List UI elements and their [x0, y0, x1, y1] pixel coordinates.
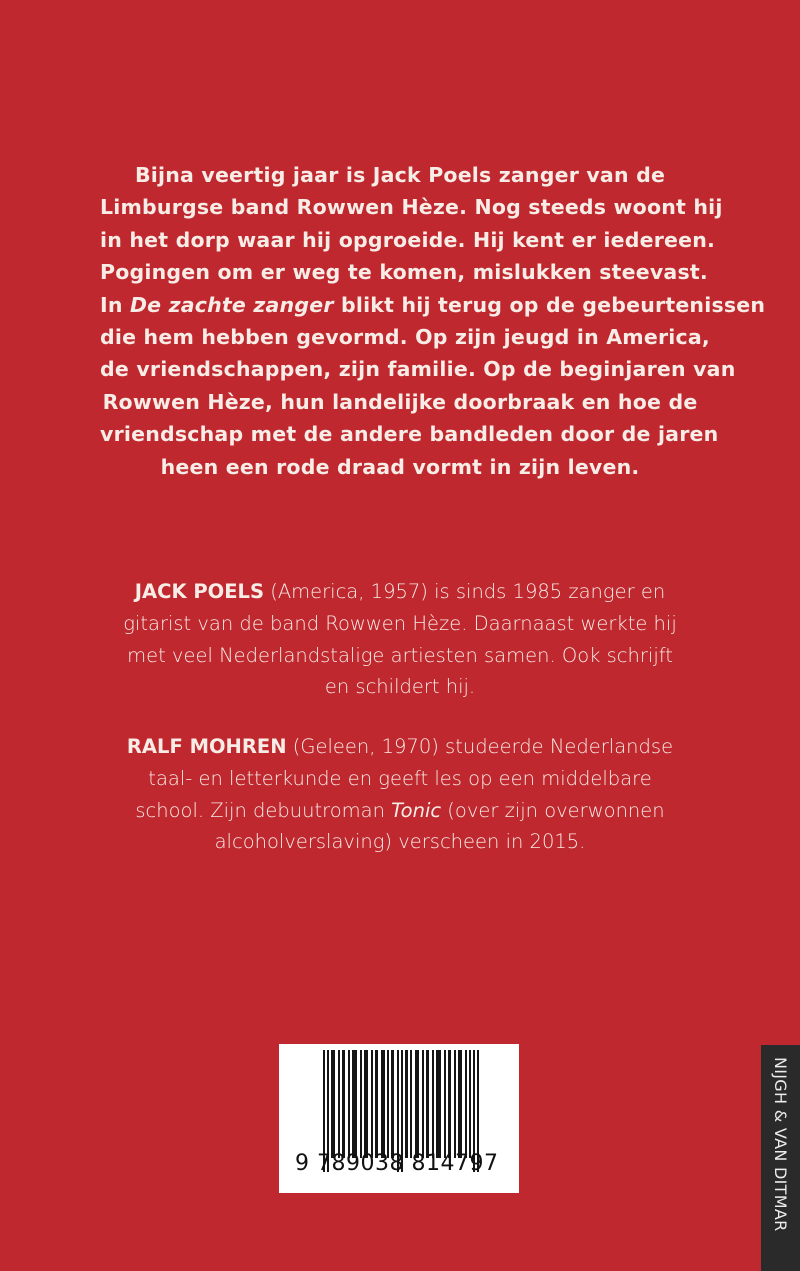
author-bio-ralf-mohren — [100, 731, 700, 858]
bio-line — [100, 576, 700, 608]
book-title: De zachte zanger — [129, 292, 334, 317]
bio-line: met veel Nederlandstalige artiesten samen. Ook schrijft — [127, 643, 673, 667]
isbn-number: 9 789038 814797 — [295, 1151, 499, 1176]
blurb-line: de vriendschappen, zijn familie. Op de beginjaren van — [100, 357, 736, 382]
publisher-name: NIJGH & VAN DITMAR — [771, 1057, 790, 1232]
author-name: RALF MOHREN — [126, 735, 287, 758]
bio-line: gitarist van de band Rowwen Hèze. Daarnaast werkte hij — [123, 611, 677, 635]
bio-line: alcoholverslaving) verscheen in 2015. — [214, 830, 586, 854]
blurb-line: Pogingen om er weg te komen, mislukken steevast. — [100, 260, 708, 285]
blurb-line: vriendschap met de andere bandleden door de jaren — [100, 422, 719, 447]
blurb-text-segment: blikt hij terug op de gebeurtenissen — [333, 292, 766, 317]
blurb-line: Limburgse band Rowwen Hèze. Nog steeds woont hij — [100, 195, 723, 220]
author-bio-jack-poels — [100, 576, 700, 703]
author-name: JACK POELS — [134, 580, 265, 603]
blurb-text-segment: In — [100, 292, 130, 317]
blurb-line: heen een rode draad vormt in zijn leven. — [160, 454, 640, 479]
blurb-line: Rowwen Hèze, hun landelijke doorbraak en hoe de — [102, 389, 698, 414]
blurb-line: Bijna veertig jaar is Jack Poels zanger van de — [134, 163, 666, 187]
bio-line — [100, 731, 700, 763]
blurb-text — [100, 159, 766, 483]
bio-text-segment: (Geleen, 1970) studeerde Nederlandse — [286, 735, 674, 758]
blurb-line: die hem hebben gevormd. Op zijn jeugd in America, — [100, 325, 710, 350]
isbn-barcode — [279, 1044, 519, 1193]
blurb-line: in het dorp waar hij opgroeide. Hij kent er iedereen. — [100, 227, 715, 252]
bio-line: en schildert hij. — [324, 675, 476, 699]
book-title: Tonic — [391, 798, 442, 822]
bio-line: taal- en letterkunde en geeft les op een middelbare — [148, 766, 652, 790]
bio-text-segment: (over zijn overwonnen — [441, 798, 665, 822]
bio-text-segment: school. Zijn debuutroman — [135, 798, 392, 822]
publisher-tab — [761, 1045, 800, 1271]
bio-text-segment: (America, 1957) is sinds 1985 zanger en — [264, 580, 666, 603]
bio-line — [100, 795, 700, 827]
blurb-line — [100, 289, 766, 321]
